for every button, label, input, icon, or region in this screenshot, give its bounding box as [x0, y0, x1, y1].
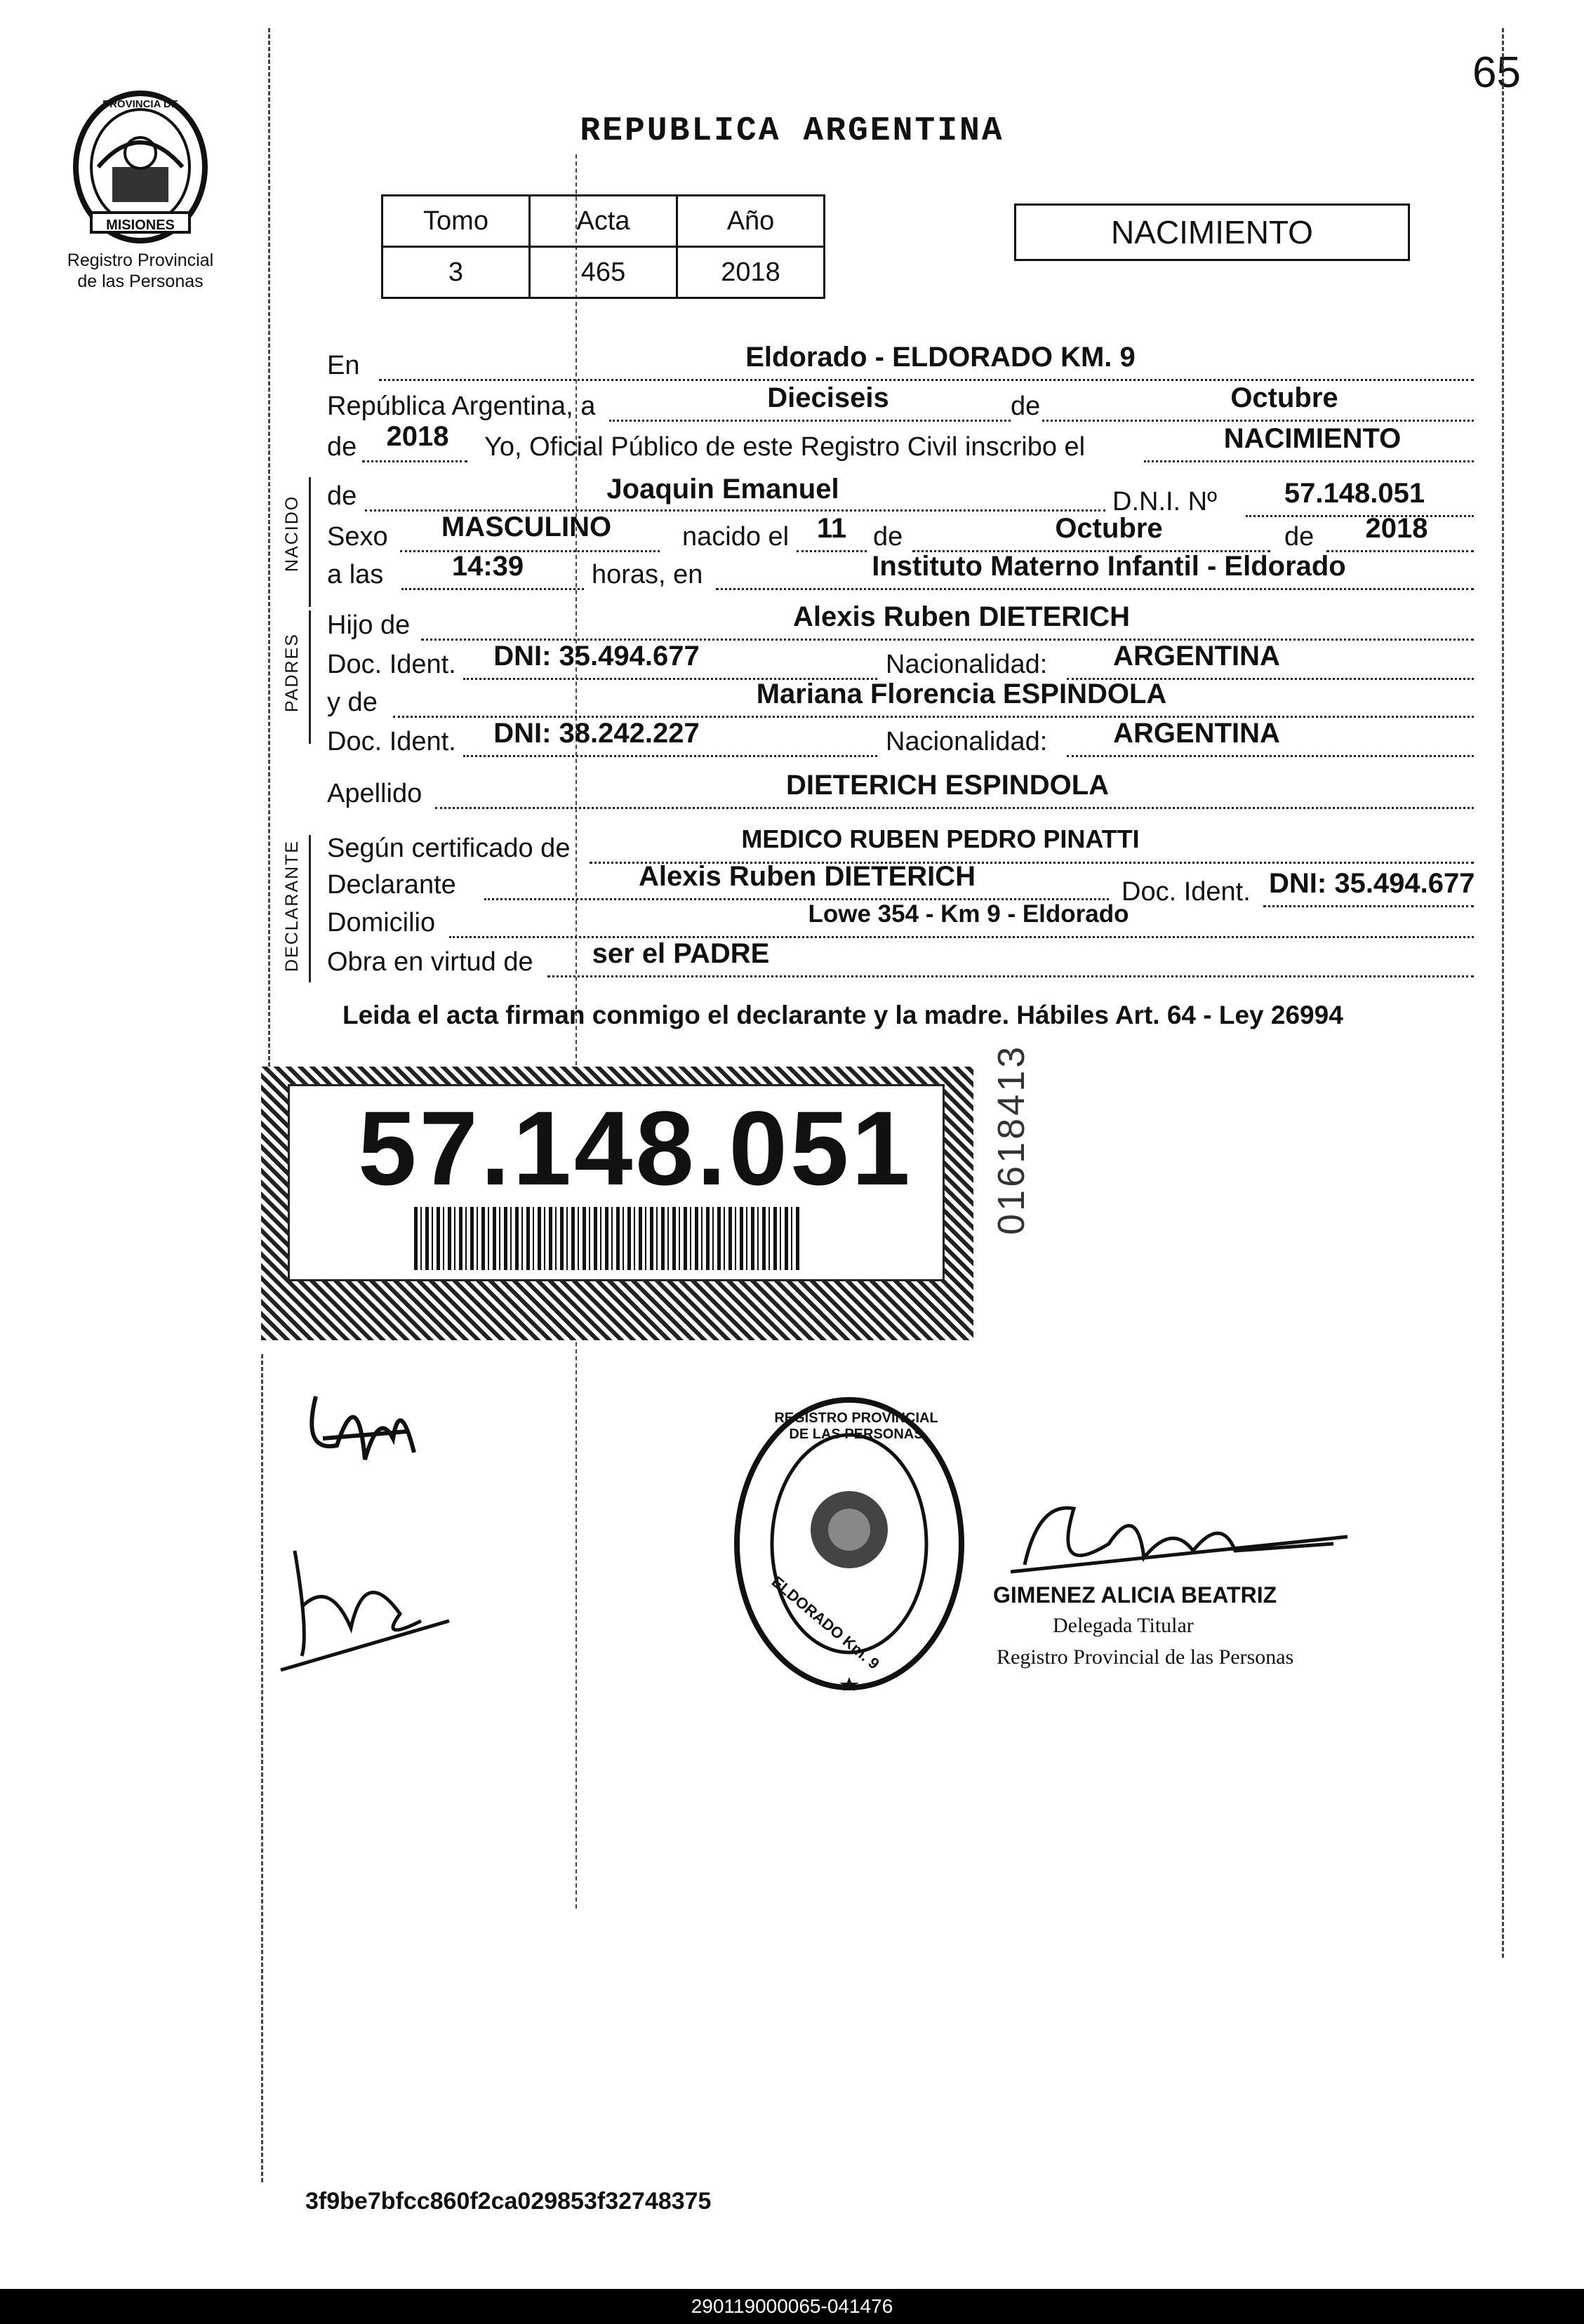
apellido-value: DIETERICH ESPINDOLA: [785, 770, 1110, 801]
barcode-number: 57.148.051: [358, 1089, 913, 1207]
doc-label: Doc. Ident.: [1122, 877, 1251, 907]
left-margin-line: [268, 28, 270, 1067]
mother-name: Mariana Florencia ESPINDOLA: [756, 679, 1167, 709]
record-header: Tomo: [382, 196, 530, 247]
year-prefix: de: [327, 432, 357, 462]
closing-statement: Leida el acta firman conmigo el declarante y la madre. Hábiles Art. 64 - Ley 26994: [342, 1001, 1343, 1029]
father-nationality: ARGENTINA: [1113, 641, 1280, 672]
footer-code: 290119000065-041476: [0, 2289, 1584, 2324]
declarante-doc: DNI: 35.494.677: [1269, 868, 1475, 899]
record-table: [381, 194, 825, 299]
apellido-label: Apellido: [327, 779, 422, 808]
declarante-label: Declarante: [327, 870, 456, 900]
right-margin-line: [1502, 28, 1504, 1958]
nacionalidad-label: Nacionalidad:: [886, 727, 1048, 756]
hijo-label: Hijo de: [327, 610, 411, 640]
page-number: 65: [1472, 48, 1521, 97]
seal-top-text: PROVINCIA DE: [102, 98, 178, 110]
declarante-section-label: DECLARANTE: [282, 839, 302, 972]
birth-month: Octubre: [1055, 513, 1163, 544]
certificate-value: MEDICO RUBEN PEDRO PINATTI: [741, 824, 1140, 853]
month-value: Octubre: [1230, 382, 1338, 413]
section-bar: [309, 610, 311, 744]
y-de-label: y de: [327, 688, 378, 717]
birth-place: Instituto Materno Infantil - Eldorado: [872, 551, 1346, 582]
event-value: NACIMIENTO: [1223, 423, 1402, 454]
obra-label: Obra en virtud de: [327, 947, 533, 977]
child-name: Joaquin Emanuel: [606, 474, 839, 505]
nacido-section-label: NACIDO: [282, 495, 302, 572]
horas-label: horas, en: [592, 560, 703, 589]
record-value: 465: [530, 247, 677, 298]
sexo-value: MASCULINO: [441, 512, 612, 542]
seal-caption-line1: Registro Provincial: [67, 251, 214, 270]
de-label: de: [1011, 387, 1040, 425]
de-label: de: [327, 481, 357, 511]
signature-mother: [267, 1537, 477, 1677]
record-value: 2018: [677, 247, 825, 298]
nacido-el-label: nacido el: [682, 522, 790, 552]
official-role: Delegada Titular: [1053, 1614, 1194, 1637]
official-text: Yo, Oficial Público de este Registro Civil inscribo el: [484, 432, 1086, 462]
stamp-ring-text: REGISTRO PROVINCIAL DE LAS PERSONAS: [774, 1410, 938, 1442]
mother-nationality: ARGENTINA: [1113, 718, 1280, 749]
birth-year: 2018: [1365, 513, 1428, 544]
official-name: GIMENEZ ALICIA BEATRIZ: [993, 1582, 1277, 1608]
record-type-box: NACIMIENTO: [1014, 203, 1410, 261]
sexo-label: Sexo: [327, 522, 388, 552]
stamp-inner-text: ELDORADO Km. 9: [768, 1572, 883, 1673]
child-dni: 57.148.051: [1284, 478, 1425, 509]
signature-declarante: [295, 1368, 449, 1481]
birth-time: 14:39: [451, 551, 524, 582]
declarante-name: Alexis Ruben DIETERICH: [638, 861, 976, 892]
section-bar: [309, 477, 311, 607]
de-label-3: de: [1284, 522, 1315, 552]
birth-day: 11: [816, 513, 847, 544]
record-value-row: [382, 247, 825, 298]
obra-value: ser el PADRE: [592, 938, 770, 969]
segun-label: Según certificado de: [327, 834, 571, 863]
serial-number: 01618413: [990, 1043, 1032, 1235]
record-header-row: [382, 196, 825, 247]
doc-label: Doc. Ident.: [327, 727, 456, 756]
record-header: Año: [677, 196, 825, 247]
padres-section-label: PADRES: [282, 633, 302, 712]
mother-doc: DNI: 38.242.227: [493, 718, 700, 749]
domicilio-value: Lowe 354 - Km 9 - Eldorado: [808, 900, 1129, 928]
de-label-2: de: [873, 522, 903, 552]
dni-label: D.N.I. Nº: [1112, 487, 1217, 516]
section-bar: [309, 835, 311, 982]
father-doc: DNI: 35.494.677: [493, 641, 700, 672]
barcode-bars: [414, 1207, 800, 1270]
year-value: 2018: [386, 421, 449, 452]
a-las-label: a las: [327, 560, 384, 589]
seal-bottom-text: MISIONES: [106, 218, 175, 233]
seal-caption-line2: de las Personas: [77, 272, 204, 291]
document-hash: 3f9be7bfcc860f2ca029853f32748375: [305, 2188, 712, 2215]
record-value: 3: [382, 247, 530, 298]
republic-label: República Argentina, a: [327, 392, 596, 421]
document-title: REPUBLICA ARGENTINA: [580, 112, 1004, 150]
record-header: Acta: [530, 196, 677, 247]
official-org: Registro Provincial de las Personas: [997, 1645, 1294, 1669]
seal-caption: [42, 250, 239, 292]
signature-official: [997, 1481, 1362, 1593]
doc-label: Doc. Ident.: [327, 650, 456, 679]
left-margin-line-lower: [261, 1354, 263, 2182]
nacionalidad-label: Nacionalidad:: [886, 650, 1048, 679]
en-label: En: [327, 351, 360, 380]
day-value: Dieciseis: [767, 382, 889, 413]
father-name: Alexis Ruben DIETERICH: [792, 601, 1131, 632]
domicilio-label: Domicilio: [327, 908, 436, 937]
place-value: Eldorado - ELDORADO KM. 9: [745, 342, 1136, 373]
